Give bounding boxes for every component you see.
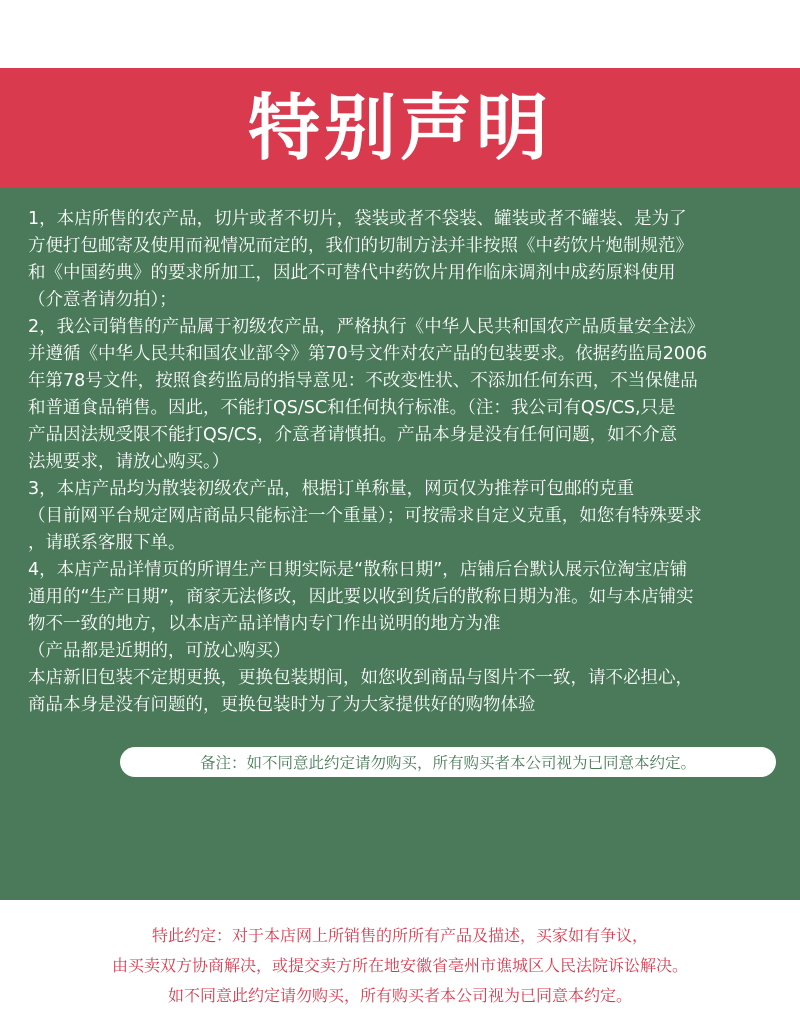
statement-line: 产品因法规受限不能打QS/CS，介意者请慎拍。产品本身是没有任何问题，如不介意: [28, 425, 678, 445]
statement-line: 本店新旧包装不定期更换，更换包装期间，如您收到商品与图片不一致，请不必担心，: [28, 668, 693, 688]
statement-line: 方便打包邮寄及使用而视情况而定的，我们的切制方法并非按照《中药饮片炮制规范》: [28, 236, 693, 256]
statement-line: 3，本店产品均为散装初级农产品，根据订单称量，网页仅为推荐可包邮的克重: [28, 479, 635, 499]
statement-line: 并遵循《中华人民共和国农业部令》第70号文件对农产品的包装要求。依据药监局2006: [28, 344, 708, 364]
statement-line: 和《中国药典》的要求所加工，因此不可替代中药饮片用作临床调剂中成药原料使用: [28, 263, 676, 283]
statement-line: 物不一致的地方，以本店产品详情内专门作出说明的地方为准: [28, 614, 501, 634]
statement-panel: [0, 188, 800, 900]
statement-line: 2，我公司销售的产品属于初级农产品，严格执行《中华人民共和国农产品质量安全法》: [28, 317, 705, 337]
agreement-line: 由买卖双方协商解决，或提交卖方所在地安徽省亳州市谯城区人民法院诉讼解决。: [111, 956, 688, 975]
statement-line: 1，本店所售的农产品，切片或者不切片，袋装或者不袋装、罐装或者不罐装、是为了: [28, 209, 687, 229]
statement-line: 法规要求，请放心购买。）: [28, 452, 230, 472]
statement-line: 和普通食品销售。因此，不能打QS/SC和任何执行标准。（注：我公司有QS/CS,只是: [28, 398, 676, 418]
statement-line: 通用的“生产日期”，商家无法修改，因此要以收到货后的散称日期为准。如与本店铺实: [28, 587, 694, 607]
statement-line: （产品都是近期的，可放心购买）: [28, 641, 291, 661]
statement-line: （介意者请勿拍）；: [28, 290, 177, 310]
page-title: 特别声明: [247, 86, 552, 170]
agreement-line: 特此约定：对于本店网上所销售的所所有产品及描述，买家如有争议，: [151, 926, 648, 945]
agreement-footer: [0, 900, 800, 1032]
statement-text: [28, 206, 778, 719]
statement-line: 商品本身是没有问题的，更换包装时为了为大家提供好的购物体验: [28, 695, 536, 715]
statement-line: 年第78号文件，按照食药监局的指导意见：不改变性状、不添加任何东西，不当保健品: [28, 371, 698, 391]
statement-line: ，请联系客服下单。: [28, 533, 186, 553]
agreement-line: 如不同意此约定请勿购买，所有购买者本公司视为已同意本约定。: [167, 986, 632, 1005]
note-pill: [120, 747, 776, 777]
statement-line: （目前网平台规定网店商品只能标注一个重量）；可按需求自定义克重，如您有特殊要求: [28, 506, 702, 526]
title-banner: [0, 68, 800, 188]
note-text: 备注：如不同意此约定请勿购买，所有购买者本公司视为已同意本约定。: [199, 754, 696, 772]
top-spacer: [0, 0, 800, 68]
statement-line: 4，本店产品详情页的所谓生产日期实际是“散称日期”，店铺后台默认展示位淘宝店铺: [28, 560, 688, 580]
